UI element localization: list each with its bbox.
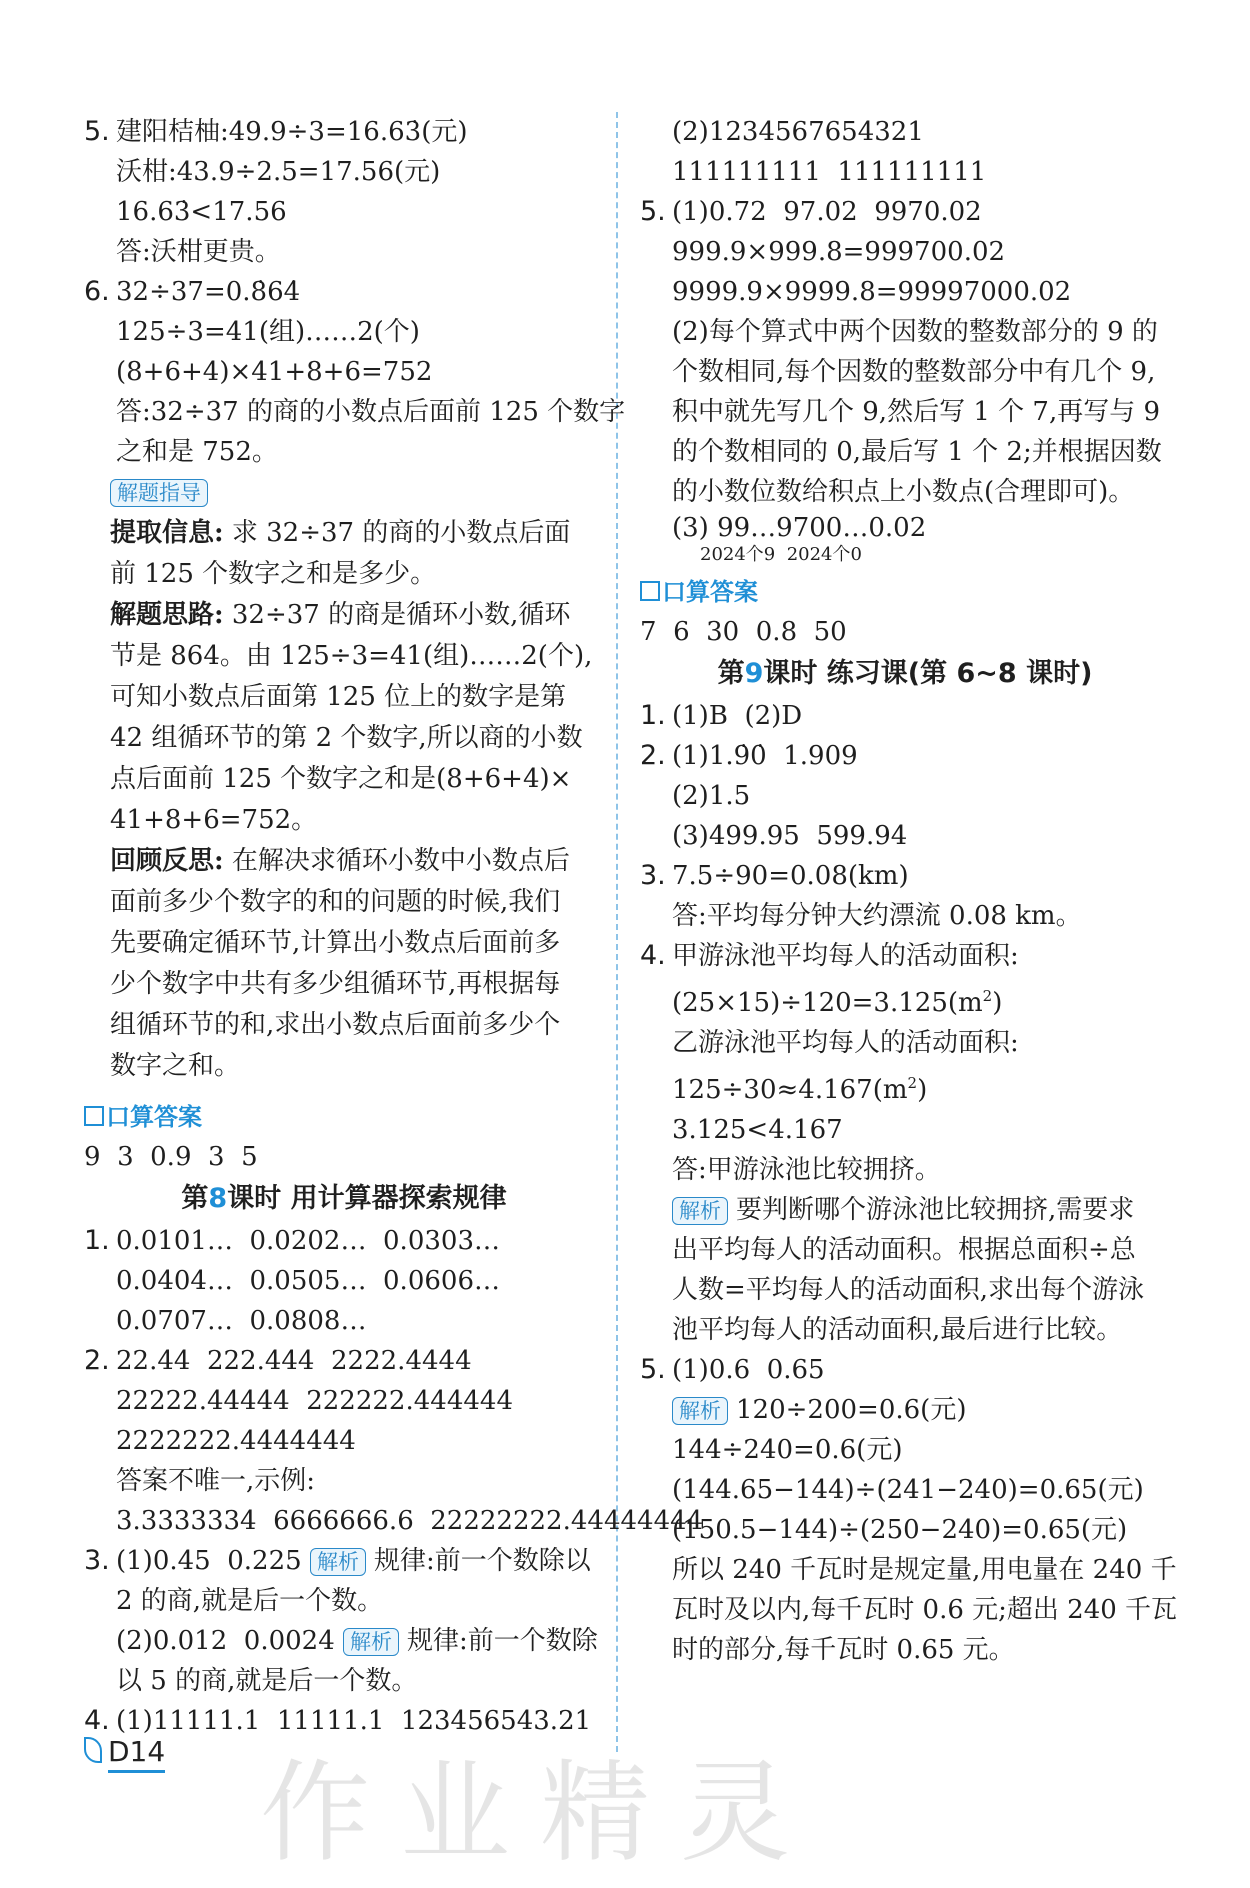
guide-line: 前 125 个数字之和是多少。 xyxy=(110,559,437,589)
leaf-icon xyxy=(84,1737,102,1763)
question-number: 5. xyxy=(84,116,110,147)
guide-line: 点后面前 125 个数字之和是(8+6+4)× xyxy=(110,764,572,794)
question-number: 6. xyxy=(84,276,110,307)
guide-line: 节是 864。由 125÷3=41(组)……2(个), xyxy=(110,641,593,671)
brace-annotation: 2024个9 2024个0 xyxy=(700,544,862,565)
lesson-9-title: 第9课时 练习课(第 6~8 课时) xyxy=(717,658,1093,689)
question-5: 5. (1)0.72 97.02 9970.02 999.9×999.8=999700.02 9999.9×9999.8=99997000.02 (2)每个算式中两个因数的整数部分的 9 的 个数相同,每个因数的整数部分中有几个 9, 积中就先写几个 9,然后写 1 个 7,再写与 9 的个数相同的 0,最后写 1 个 2;并根据因数 的小数位数给积点上小数点(合理即可)。 (3) 99…9700…0.02 2024个9 2024个0 xyxy=(640,192,1170,566)
guide-line: 可知小数点后面第 125 位上的数字是第 xyxy=(110,682,567,712)
guide-tag: 解题指导 xyxy=(110,479,208,507)
analysis-tag: 解析 xyxy=(672,1397,728,1425)
guide-line: 少个数字中共有多少组循环节,再根据每 xyxy=(110,969,561,999)
lesson9-question-1: 1. (1)B (2)D xyxy=(640,700,803,731)
lesson-8-title: 第8课时 用计算器探索规律 xyxy=(181,1183,507,1214)
question-4-continued: (2)1234567654321 111111111 111111111 xyxy=(672,117,987,187)
page-number: D14 xyxy=(108,1735,165,1773)
question-6: 6. 32÷37=0.8̇64̇ 125÷3=41(组)……2(个) (8+6+4)×41+8+6=752 答:32÷37 的商的小数点后面前 125 个数字 之和是 752。 xyxy=(84,272,604,472)
lesson8-question-3: 3. (1)0.45 0.225 解析 规律:前一个数除以 2 的商,就是后一个数。 (2)0.012 0.0024 解析 规律:前一个数除 以 5 的商,就是后一个数。 xyxy=(84,1545,598,1696)
lesson8-question-4: 4. (1)11111.1 11111.1 123456543.21 xyxy=(84,1705,592,1736)
left-column xyxy=(84,112,704,1741)
lesson9-question-2: 2. (1)1.9̇0̇ 1.909 (2)1.5 (3)499.95 599.94 xyxy=(640,740,908,851)
oral-answers: 口算答案 7 6 30 0.8 50 xyxy=(640,578,847,647)
guide-line: 解题思路: 32÷37 的商是循环小数,循环 xyxy=(110,600,571,630)
right-column xyxy=(640,112,1178,1670)
guide-lines xyxy=(110,513,604,1087)
lesson8-question-2: 2. 22.44 222.444 2222.4444 22222.44444 222222.444444 2222222.4444444 答案不唯一,示例: 3.3333334 6666666.6 22222222.44444444 xyxy=(84,1345,704,1536)
box-icon xyxy=(84,1106,104,1126)
lesson9-question-3: 3. 7.5÷90=0.08(km) 答:平均每分钟大约漂流 0.08 km。 xyxy=(640,860,1082,931)
guide-line: 先要确定循环节,计算出小数点后面前多 xyxy=(110,928,561,958)
lesson9-question-5: 5. (1)0.6 0.65 解析 120÷200=0.6(元) 144÷240=0.6(元) (144.65−144)÷(241−240)=0.65(元) (150.5−144)÷(250−240)=0.65(元) 所以 240 千瓦时是规定量,用电量在 240 千 瓦时及以内,每千瓦时 0.6 元;超出 240 千瓦 时的部分,每千瓦时 0.65 元。 xyxy=(640,1354,1178,1665)
guide-line: 41+8+6=752。 xyxy=(110,805,318,835)
analysis-tag: 解析 xyxy=(672,1197,728,1225)
watermark: 作业精灵 xyxy=(260,1749,820,1877)
guide-line: 面前多少个数字的和的问题的时候,我们 xyxy=(110,887,561,917)
guide-line: 回顾反思: 在解决求循环小数中小数点后 xyxy=(110,846,570,876)
guide-line: 提取信息: 求 32÷37 的商的小数点后面 xyxy=(110,518,571,548)
analysis-tag: 解析 xyxy=(343,1628,399,1656)
solution-guide xyxy=(84,472,604,1087)
page-footer xyxy=(84,1735,165,1768)
guide-line: 组循环节的和,求出小数点后面前多少个 xyxy=(110,1010,561,1040)
guide-line: 42 组循环节的第 2 个数字,所以商的小数 xyxy=(110,723,583,753)
analysis-tag: 解析 xyxy=(310,1548,366,1576)
lesson9-question-4: 4. 甲游泳池平均每人的活动面积: $(25\times 15)\div 120=3.125(m^2)$ 乙游泳池平均每人的活动面积: $125\div 30\approx 4.167(m^2)$ 3.125<4.167 答:甲游泳池比较拥挤。 解析 要判断哪个游泳池比较拥挤,需要求 出平均每人的活动面积。根据总面积÷总 人数=平均每人的活动面积,求出每个游泳 池平均每人的活动面积,最后进行比较。 xyxy=(640,940,1145,1345)
box-icon xyxy=(640,581,660,601)
lesson8-question-1: 1. 0.0101… 0.0202… 0.0303… 0.0404… 0.0505… 0.0606… 0.0707… 0.0808… xyxy=(84,1225,500,1336)
question-5: 5. 建阳桔柚:49.9÷3=16.63̇(元) 沃柑:43.9÷2.5=17.56(元) 16.63̇<17.56 答:沃柑更贵。 xyxy=(84,112,604,272)
oral-answers: 口算答案 9 3 0.9 3 5 xyxy=(84,1103,258,1172)
guide-line: 数字之和。 xyxy=(110,1051,241,1081)
